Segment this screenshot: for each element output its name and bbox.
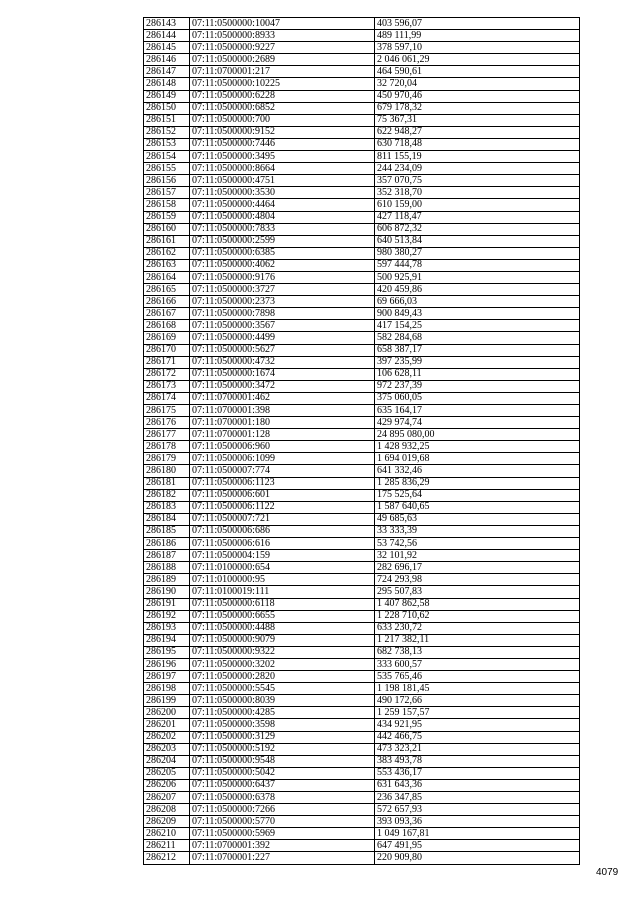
record-number-cell: 286192: [144, 610, 190, 622]
cadastral-value-cell: 489 111,99: [375, 30, 580, 42]
record-number-cell: 286154: [144, 151, 190, 163]
cadastral-value-cell: 357 070,75: [375, 175, 580, 187]
table-row: [144, 78, 580, 90]
record-number-cell: 286183: [144, 501, 190, 513]
cadastral-number-cell: 07:11:0500000:5042: [190, 767, 375, 779]
cadastral-value-cell: 352 318,70: [375, 187, 580, 199]
cadastral-value-cell: 1 259 157,57: [375, 707, 580, 719]
cadastral-number-cell: 07:11:0500000:3129: [190, 731, 375, 743]
cadastral-value-cell: 1 407 862,58: [375, 598, 580, 610]
cadastral-value-cell: 606 872,32: [375, 223, 580, 235]
cadastral-number-cell: 07:11:0500000:4751: [190, 175, 375, 187]
cadastral-value-cell: 69 666,03: [375, 296, 580, 308]
cadastral-number-cell: 07:11:0500000:6378: [190, 792, 375, 804]
record-number-cell: 286163: [144, 259, 190, 271]
cadastral-number-cell: 07:11:0500000:2689: [190, 54, 375, 66]
cadastral-number-cell: 07:11:0500000:8933: [190, 30, 375, 42]
cadastral-number-cell: 07:11:0500000:3727: [190, 284, 375, 296]
record-number-cell: 286208: [144, 804, 190, 816]
table-row: [144, 259, 580, 271]
table-row: [144, 30, 580, 42]
cadastral-value-cell: 464 590,61: [375, 66, 580, 78]
record-number-cell: 286198: [144, 683, 190, 695]
cadastral-number-cell: 07:11:0500000:3202: [190, 658, 375, 670]
cadastral-value-cell: 490 172,66: [375, 695, 580, 707]
table-row: [144, 175, 580, 187]
table-row: [144, 695, 580, 707]
cadastral-value-cell: 553 436,17: [375, 767, 580, 779]
cadastral-number-cell: 07:11:0500000:5545: [190, 683, 375, 695]
cadastral-number-cell: 07:11:0500000:2820: [190, 671, 375, 683]
cadastral-number-cell: 07:11:0500000:9322: [190, 646, 375, 658]
cadastral-number-cell: 07:11:0500000:4488: [190, 622, 375, 634]
record-number-cell: 286191: [144, 598, 190, 610]
record-number-cell: 286205: [144, 767, 190, 779]
cadastral-value-cell: 429 974,74: [375, 417, 580, 429]
cadastral-number-cell: 07:11:0500006:686: [190, 525, 375, 537]
record-number-cell: 286187: [144, 550, 190, 562]
record-number-cell: 286201: [144, 719, 190, 731]
cadastral-value-cell: 1 694 019,68: [375, 453, 580, 465]
record-number-cell: 286160: [144, 223, 190, 235]
cadastral-number-cell: 07:11:0500000:7266: [190, 804, 375, 816]
record-number-cell: 286165: [144, 284, 190, 296]
table-row: [144, 513, 580, 525]
cadastral-number-cell: 07:11:0100000:654: [190, 562, 375, 574]
cadastral-value-cell: 980 380,27: [375, 247, 580, 259]
cadastral-value-cell: 434 921,95: [375, 719, 580, 731]
cadastral-value-cell: 633 230,72: [375, 622, 580, 634]
cadastral-number-cell: 07:11:0500007:721: [190, 513, 375, 525]
record-number-cell: 286200: [144, 707, 190, 719]
cadastral-number-cell: 07:11:0500000:4062: [190, 259, 375, 271]
cadastral-value-cell: 582 284,68: [375, 332, 580, 344]
cadastral-number-cell: 07:11:0500000:4464: [190, 199, 375, 211]
cadastral-number-cell: 07:11:0500000:4499: [190, 332, 375, 344]
record-number-cell: 286153: [144, 138, 190, 150]
cadastral-value-cell: 236 347,85: [375, 792, 580, 804]
table-row: [144, 126, 580, 138]
table-row: [144, 804, 580, 816]
record-number-cell: 286144: [144, 30, 190, 42]
page-number: 4079: [596, 867, 619, 878]
cadastral-value-cell: 900 849,43: [375, 308, 580, 320]
cadastral-number-cell: 07:11:0500000:9548: [190, 755, 375, 767]
table-row: [144, 816, 580, 828]
cadastral-number-cell: 07:11:0500000:6228: [190, 90, 375, 102]
cadastral-value-cell: 220 909,80: [375, 852, 580, 864]
record-number-cell: 286162: [144, 247, 190, 259]
cadastral-value-cell: 1 198 181,45: [375, 683, 580, 695]
cadastral-value-cell: 972 237,39: [375, 380, 580, 392]
cadastral-number-cell: 07:11:0500000:7833: [190, 223, 375, 235]
table-row: [144, 151, 580, 163]
cadastral-number-cell: 07:11:0500000:9227: [190, 42, 375, 54]
table-row: [144, 284, 580, 296]
cadastral-value-cell: 442 466,75: [375, 731, 580, 743]
record-number-cell: 286176: [144, 417, 190, 429]
cadastral-number-cell: 07:11:0700001:217: [190, 66, 375, 78]
record-number-cell: 286167: [144, 308, 190, 320]
cadastral-number-cell: 07:11:0500000:5770: [190, 816, 375, 828]
table-row: [144, 646, 580, 658]
cadastral-value-cell: 417 154,25: [375, 320, 580, 332]
cadastral-value-cell: 378 597,10: [375, 42, 580, 54]
record-number-cell: 286212: [144, 852, 190, 864]
table-row: [144, 610, 580, 622]
record-number-cell: 286189: [144, 574, 190, 586]
cadastral-number-cell: 07:11:0500000:1674: [190, 368, 375, 380]
cadastral-value-cell: 635 164,17: [375, 405, 580, 417]
cadastral-number-cell: 07:11:0500000:10047: [190, 18, 375, 30]
record-number-cell: 286203: [144, 743, 190, 755]
table-row: [144, 223, 580, 235]
table-row: [144, 719, 580, 731]
table-row: [144, 840, 580, 852]
record-number-cell: 286170: [144, 344, 190, 356]
cadastral-value-cell: 1 285 836,29: [375, 477, 580, 489]
record-number-cell: 286196: [144, 658, 190, 670]
cadastral-number-cell: 07:11:0500006:1099: [190, 453, 375, 465]
table-row: [144, 792, 580, 804]
table-row: [144, 465, 580, 477]
cadastral-number-cell: 07:11:0500000:7898: [190, 308, 375, 320]
cadastral-value-cell: 1 428 932,25: [375, 441, 580, 453]
table-row: [144, 538, 580, 550]
record-number-cell: 286161: [144, 235, 190, 247]
table-row: [144, 707, 580, 719]
table-row: [144, 501, 580, 513]
cadastral-number-cell: 07:11:0500006:616: [190, 538, 375, 550]
cadastral-number-cell: 07:11:0500006:1123: [190, 477, 375, 489]
record-number-cell: 286158: [144, 199, 190, 211]
cadastral-value-cell: 679 178,32: [375, 102, 580, 114]
cadastral-number-cell: 07:11:0500006:1122: [190, 501, 375, 513]
table-row: [144, 489, 580, 501]
cadastral-number-cell: 07:11:0500000:10225: [190, 78, 375, 90]
cadastral-number-cell: 07:11:0500000:6118: [190, 598, 375, 610]
table-row: [144, 671, 580, 683]
cadastral-value-cell: 610 159,00: [375, 199, 580, 211]
table-row: [144, 320, 580, 332]
table-row: [144, 598, 580, 610]
table-row: [144, 54, 580, 66]
record-number-cell: 286193: [144, 622, 190, 634]
cadastral-value-cell: 622 948,27: [375, 126, 580, 138]
cadastral-value-cell: 427 118,47: [375, 211, 580, 223]
table-row: [144, 18, 580, 30]
table-row: [144, 344, 580, 356]
cadastral-number-cell: 07:11:0700001:128: [190, 429, 375, 441]
table-row: [144, 441, 580, 453]
cadastral-number-cell: 07:11:0500000:3567: [190, 320, 375, 332]
record-number-cell: 286150: [144, 102, 190, 114]
table-row: [144, 308, 580, 320]
record-number-cell: 286206: [144, 779, 190, 791]
cadastral-number-cell: 07:11:0700001:462: [190, 392, 375, 404]
cadastral-number-cell: 07:11:0500004:159: [190, 550, 375, 562]
table-row: [144, 429, 580, 441]
table-row: [144, 102, 580, 114]
cadastral-value-cell: 1 217 382,11: [375, 634, 580, 646]
cadastral-number-cell: 07:11:0500000:5969: [190, 828, 375, 840]
table-row: [144, 477, 580, 489]
cadastral-number-cell: 07:11:0500006:601: [190, 489, 375, 501]
table-row: [144, 235, 580, 247]
cadastral-value-cell: 106 628,11: [375, 368, 580, 380]
cadastral-number-cell: 07:11:0500000:8664: [190, 163, 375, 175]
record-number-cell: 286178: [144, 441, 190, 453]
cadastral-value-cell: 572 657,93: [375, 804, 580, 816]
cadastral-value-cell: 1 587 640,65: [375, 501, 580, 513]
record-number-cell: 286211: [144, 840, 190, 852]
cadastral-value-cell: 1 049 167,81: [375, 828, 580, 840]
record-number-cell: 286152: [144, 126, 190, 138]
table-row: [144, 586, 580, 598]
cadastral-number-cell: 07:11:0500000:3472: [190, 380, 375, 392]
table-row: [144, 42, 580, 54]
table-row: [144, 828, 580, 840]
table-row: [144, 634, 580, 646]
record-number-cell: 286145: [144, 42, 190, 54]
cadastral-number-cell: 07:11:0500000:8039: [190, 695, 375, 707]
cadastral-value-cell: 630 718,48: [375, 138, 580, 150]
table-row: [144, 356, 580, 368]
cadastral-number-cell: 07:11:0500000:5627: [190, 344, 375, 356]
table-row: [144, 453, 580, 465]
table-row: [144, 743, 580, 755]
cadastral-value-cell: 500 925,91: [375, 271, 580, 283]
record-number-cell: 286210: [144, 828, 190, 840]
record-number-cell: 286146: [144, 54, 190, 66]
cadastral-number-cell: 07:11:0500000:9176: [190, 271, 375, 283]
record-number-cell: 286173: [144, 380, 190, 392]
record-number-cell: 286177: [144, 429, 190, 441]
table-row: [144, 767, 580, 779]
record-number-cell: 286181: [144, 477, 190, 489]
record-number-cell: 286184: [144, 513, 190, 525]
table-row: [144, 138, 580, 150]
cadastral-number-cell: 07:11:0500000:2373: [190, 296, 375, 308]
table-row: [144, 90, 580, 102]
cadastral-number-cell: 07:11:0500000:6385: [190, 247, 375, 259]
record-number-cell: 286171: [144, 356, 190, 368]
cadastral-number-cell: 07:11:0700001:398: [190, 405, 375, 417]
record-number-cell: 286151: [144, 114, 190, 126]
table-row: [144, 525, 580, 537]
record-number-cell: 286172: [144, 368, 190, 380]
table-row: [144, 562, 580, 574]
record-number-cell: 286147: [144, 66, 190, 78]
record-number-cell: 286182: [144, 489, 190, 501]
record-number-cell: 286197: [144, 671, 190, 683]
cadastral-value-cell: 175 525,64: [375, 489, 580, 501]
record-number-cell: 286164: [144, 271, 190, 283]
record-number-cell: 286207: [144, 792, 190, 804]
table-row: [144, 271, 580, 283]
cadastral-value-cell: 397 235,99: [375, 356, 580, 368]
cadastral-value-cell: 295 507,83: [375, 586, 580, 598]
table-row: [144, 417, 580, 429]
table-row: [144, 550, 580, 562]
cadastral-value-cell: 393 093,36: [375, 816, 580, 828]
cadastral-value-cell: 383 493,78: [375, 755, 580, 767]
cadastral-value-cell: 32 101,92: [375, 550, 580, 562]
record-number-cell: 286155: [144, 163, 190, 175]
cadastral-number-cell: 07:11:0100019:111: [190, 586, 375, 598]
table-row: [144, 731, 580, 743]
table-row: [144, 392, 580, 404]
record-number-cell: 286148: [144, 78, 190, 90]
table-row: [144, 852, 580, 864]
cadastral-number-cell: 07:11:0500006:960: [190, 441, 375, 453]
cadastral-number-cell: 07:11:0500000:2599: [190, 235, 375, 247]
record-number-cell: 286174: [144, 392, 190, 404]
record-number-cell: 286180: [144, 465, 190, 477]
table-row: [144, 114, 580, 126]
cadastral-value-cell: 473 323,21: [375, 743, 580, 755]
table-row: [144, 247, 580, 259]
cadastral-number-cell: 07:11:0500000:4285: [190, 707, 375, 719]
record-number-cell: 286185: [144, 525, 190, 537]
cadastral-number-cell: 07:11:0500000:9152: [190, 126, 375, 138]
cadastral-value-cell: 631 643,36: [375, 779, 580, 791]
cadastral-number-cell: 07:11:0500000:6437: [190, 779, 375, 791]
cadastral-value-cell: 811 155,19: [375, 151, 580, 163]
cadastral-number-cell: 07:11:0700001:227: [190, 852, 375, 864]
cadastral-number-cell: 07:11:0500000:4732: [190, 356, 375, 368]
cadastral-number-cell: 07:11:0500000:6852: [190, 102, 375, 114]
record-number-cell: 286199: [144, 695, 190, 707]
table-body: [144, 18, 580, 865]
cadastral-number-cell: 07:11:0500000:700: [190, 114, 375, 126]
cadastral-number-cell: 07:11:0500000:3495: [190, 151, 375, 163]
table-row: [144, 380, 580, 392]
table-row: [144, 405, 580, 417]
cadastral-value-cell: 75 367,31: [375, 114, 580, 126]
table-row: [144, 658, 580, 670]
table-row: [144, 683, 580, 695]
cadastral-value-cell: 282 696,17: [375, 562, 580, 574]
record-number-cell: 286157: [144, 187, 190, 199]
table-row: [144, 163, 580, 175]
record-number-cell: 286143: [144, 18, 190, 30]
cadastral-value-cell: 53 742,56: [375, 538, 580, 550]
table-row: [144, 332, 580, 344]
cadastral-number-cell: 07:11:0500000:3530: [190, 187, 375, 199]
cadastral-value-cell: 450 970,46: [375, 90, 580, 102]
cadastral-value-cell: 24 895 080,00: [375, 429, 580, 441]
record-number-cell: 286169: [144, 332, 190, 344]
cadastral-number-cell: 07:11:0500000:6655: [190, 610, 375, 622]
record-number-cell: 286204: [144, 755, 190, 767]
cadastral-value-cell: 682 738,13: [375, 646, 580, 658]
cadastral-value-cell: 724 293,98: [375, 574, 580, 586]
cadastral-value-cell: 658 387,17: [375, 344, 580, 356]
cadastral-number-cell: 07:11:0100000:95: [190, 574, 375, 586]
record-number-cell: 286168: [144, 320, 190, 332]
cadastral-value-cell: 640 513,84: [375, 235, 580, 247]
cadastral-value-cell: 641 332,46: [375, 465, 580, 477]
table-row: [144, 368, 580, 380]
cadastral-value-cell: 33 333,39: [375, 525, 580, 537]
record-number-cell: 286179: [144, 453, 190, 465]
cadastral-value-cell: 597 444,78: [375, 259, 580, 271]
cadastral-number-cell: 07:11:0500000:9079: [190, 634, 375, 646]
table-row: [144, 622, 580, 634]
record-number-cell: 286190: [144, 586, 190, 598]
cadastral-number-cell: 07:11:0700001:180: [190, 417, 375, 429]
cadastral-value-cell: 1 228 710,62: [375, 610, 580, 622]
cadastral-number-cell: 07:11:0500000:7446: [190, 138, 375, 150]
cadastral-number-cell: 07:11:0500007:774: [190, 465, 375, 477]
cadastral-value-table: [143, 17, 580, 865]
record-number-cell: 286149: [144, 90, 190, 102]
cadastral-value-cell: 403 596,07: [375, 18, 580, 30]
table-row: [144, 187, 580, 199]
cadastral-value-cell: 49 685,63: [375, 513, 580, 525]
cadastral-value-cell: 420 459,86: [375, 284, 580, 296]
cadastral-number-cell: 07:11:0700001:392: [190, 840, 375, 852]
cadastral-value-cell: 333 600,57: [375, 658, 580, 670]
record-number-cell: 286202: [144, 731, 190, 743]
table-row: [144, 296, 580, 308]
table-row: [144, 574, 580, 586]
table-row: [144, 199, 580, 211]
table-row: [144, 66, 580, 78]
record-number-cell: 286209: [144, 816, 190, 828]
cadastral-value-cell: 244 234,09: [375, 163, 580, 175]
table-row: [144, 211, 580, 223]
record-number-cell: 286195: [144, 646, 190, 658]
record-number-cell: 286194: [144, 634, 190, 646]
cadastral-number-cell: 07:11:0500000:4804: [190, 211, 375, 223]
record-number-cell: 286156: [144, 175, 190, 187]
cadastral-value-cell: 32 720,04: [375, 78, 580, 90]
table-row: [144, 755, 580, 767]
record-number-cell: 286186: [144, 538, 190, 550]
cadastral-number-cell: 07:11:0500000:5192: [190, 743, 375, 755]
record-number-cell: 286175: [144, 405, 190, 417]
record-number-cell: 286166: [144, 296, 190, 308]
record-number-cell: 286159: [144, 211, 190, 223]
cadastral-value-cell: 375 060,05: [375, 392, 580, 404]
table-row: [144, 779, 580, 791]
cadastral-value-cell: 535 765,46: [375, 671, 580, 683]
cadastral-number-cell: 07:11:0500000:3598: [190, 719, 375, 731]
cadastral-value-cell: 647 491,95: [375, 840, 580, 852]
record-number-cell: 286188: [144, 562, 190, 574]
cadastral-value-cell: 2 046 061,29: [375, 54, 580, 66]
